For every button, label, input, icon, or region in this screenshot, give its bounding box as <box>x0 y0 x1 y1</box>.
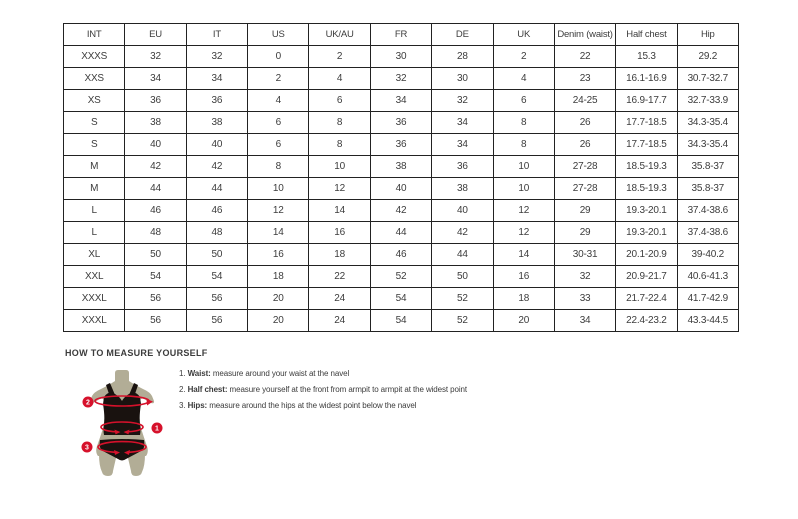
size-cell: 26 <box>554 134 615 156</box>
instruction-item <box>179 382 509 398</box>
instruction-label: Waist: <box>187 369 211 378</box>
size-cell: 40 <box>432 200 493 222</box>
table-row <box>64 112 739 134</box>
size-cell: 12 <box>248 200 309 222</box>
size-cell: 23 <box>554 68 615 90</box>
instruction-item <box>179 366 509 382</box>
hips-badge-number: 3 <box>85 444 89 452</box>
size-cell: 32 <box>432 90 493 112</box>
size-cell: 32 <box>370 68 431 90</box>
size-cell: 27-28 <box>554 178 615 200</box>
header-row <box>64 24 739 46</box>
size-cell: 35.8-37 <box>677 156 738 178</box>
size-cell: 56 <box>125 310 186 332</box>
size-cell: 42 <box>432 222 493 244</box>
size-cell: 17.7-18.5 <box>616 112 677 134</box>
size-cell: 42 <box>125 156 186 178</box>
instruction-text: measure around the hips at the widest point below the navel <box>207 401 417 410</box>
size-cell: 34 <box>554 310 615 332</box>
size-cell: 14 <box>493 244 554 266</box>
size-cell: 8 <box>248 156 309 178</box>
instruction-text: measure yourself at the front from armpit to armpit at the widest point <box>227 385 467 394</box>
size-cell: S <box>64 112 125 134</box>
table-row <box>64 244 739 266</box>
column-header: UK <box>493 24 554 46</box>
size-cell: 20 <box>248 310 309 332</box>
size-cell: 10 <box>309 156 370 178</box>
size-cell: 24 <box>309 310 370 332</box>
size-cell: XXL <box>64 266 125 288</box>
size-cell: 10 <box>493 178 554 200</box>
size-cell: 50 <box>432 266 493 288</box>
measure-heading: HOW TO MEASURE YOURSELF <box>65 348 208 358</box>
size-cell: 2 <box>309 46 370 68</box>
size-cell: 18.5-19.3 <box>616 178 677 200</box>
size-cell: 19.3-20.1 <box>616 222 677 244</box>
size-cell: 6 <box>248 112 309 134</box>
instruction-number: 1. <box>179 369 188 378</box>
size-cell: 34 <box>432 112 493 134</box>
size-cell: 40 <box>370 178 431 200</box>
size-cell: M <box>64 156 125 178</box>
size-chart-table <box>63 23 739 332</box>
table-row <box>64 222 739 244</box>
size-cell: 32 <box>125 46 186 68</box>
table-row <box>64 156 739 178</box>
instruction-label: Hips: <box>187 401 208 410</box>
size-cell: 18 <box>493 288 554 310</box>
table-row <box>64 178 739 200</box>
size-cell: 22.4-23.2 <box>616 310 677 332</box>
table-row <box>64 200 739 222</box>
size-cell: 4 <box>248 90 309 112</box>
size-cell: 8 <box>493 112 554 134</box>
size-cell: 36 <box>186 90 247 112</box>
size-cell: 48 <box>125 222 186 244</box>
size-cell: 8 <box>309 134 370 156</box>
size-cell: L <box>64 200 125 222</box>
size-cell: 42 <box>370 200 431 222</box>
instruction-label: Half chest: <box>187 385 228 394</box>
size-cell: 22 <box>554 46 615 68</box>
size-cell: XL <box>64 244 125 266</box>
column-header: INT <box>64 24 125 46</box>
size-cell: 48 <box>186 222 247 244</box>
chest-badge-number: 2 <box>86 399 90 407</box>
size-cell: 20 <box>248 288 309 310</box>
size-cell: M <box>64 178 125 200</box>
size-cell: 34 <box>370 90 431 112</box>
size-cell: 44 <box>125 178 186 200</box>
size-cell: 38 <box>125 112 186 134</box>
size-cell: 6 <box>309 90 370 112</box>
size-cell: 32.7-33.9 <box>677 90 738 112</box>
size-cell: 46 <box>125 200 186 222</box>
size-cell: 42 <box>186 156 247 178</box>
table-row <box>64 310 739 332</box>
size-cell: 12 <box>493 222 554 244</box>
size-cell: 2 <box>493 46 554 68</box>
size-cell: 16 <box>248 244 309 266</box>
size-cell: 17.7-18.5 <box>616 134 677 156</box>
size-cell: 14 <box>248 222 309 244</box>
column-header: DE <box>432 24 493 46</box>
size-cell: XXS <box>64 68 125 90</box>
size-cell: 30 <box>370 46 431 68</box>
size-cell: 54 <box>125 266 186 288</box>
size-cell: 44 <box>186 178 247 200</box>
size-cell: 54 <box>370 288 431 310</box>
table-row <box>64 288 739 310</box>
size-cell: 46 <box>370 244 431 266</box>
size-cell: 20.1-20.9 <box>616 244 677 266</box>
size-cell: 16 <box>493 266 554 288</box>
size-cell: 2 <box>248 68 309 90</box>
size-cell: 56 <box>186 310 247 332</box>
size-cell: 34.3-35.4 <box>677 134 738 156</box>
column-header: FR <box>370 24 431 46</box>
size-cell: 19.3-20.1 <box>616 200 677 222</box>
size-cell: 30-31 <box>554 244 615 266</box>
size-cell: 24-25 <box>554 90 615 112</box>
table-row <box>64 266 739 288</box>
size-cell: 8 <box>309 112 370 134</box>
measurement-diagram <box>81 368 165 480</box>
size-cell: 14 <box>309 200 370 222</box>
size-cell: 27-28 <box>554 156 615 178</box>
size-cell: 22 <box>309 266 370 288</box>
size-cell: 50 <box>125 244 186 266</box>
size-cell: 54 <box>186 266 247 288</box>
size-cell: 40 <box>186 134 247 156</box>
size-cell: 34 <box>186 68 247 90</box>
size-cell: 34 <box>125 68 186 90</box>
size-cell: 12 <box>493 200 554 222</box>
table-row <box>64 90 739 112</box>
size-cell: S <box>64 134 125 156</box>
size-cell: 38 <box>432 178 493 200</box>
size-cell: 40 <box>125 134 186 156</box>
size-cell: 36 <box>370 112 431 134</box>
size-cell: 54 <box>370 310 431 332</box>
instructions-list <box>179 366 509 414</box>
size-cell: 52 <box>370 266 431 288</box>
size-cell: 52 <box>432 288 493 310</box>
size-cell: 21.7-22.4 <box>616 288 677 310</box>
size-cell: 52 <box>432 310 493 332</box>
size-cell: 10 <box>248 178 309 200</box>
size-cell: 38 <box>370 156 431 178</box>
size-cell: 36 <box>432 156 493 178</box>
size-cell: 16.1-16.9 <box>616 68 677 90</box>
size-cell: 18 <box>248 266 309 288</box>
table-row <box>64 46 739 68</box>
instruction-text: measure around your waist at the navel <box>210 369 350 378</box>
size-cell: 20 <box>493 310 554 332</box>
size-cell: 36 <box>125 90 186 112</box>
size-cell: 35.8-37 <box>677 178 738 200</box>
size-cell: 36 <box>370 134 431 156</box>
size-cell: 6 <box>248 134 309 156</box>
size-cell: 44 <box>432 244 493 266</box>
size-cell: 32 <box>554 266 615 288</box>
size-cell: 18 <box>309 244 370 266</box>
size-cell: 37.4-38.6 <box>677 222 738 244</box>
size-cell: 40.6-41.3 <box>677 266 738 288</box>
size-cell: 56 <box>125 288 186 310</box>
table-row <box>64 134 739 156</box>
size-cell: 28 <box>432 46 493 68</box>
size-cell: 12 <box>309 178 370 200</box>
size-cell: 39-40.2 <box>677 244 738 266</box>
size-cell: L <box>64 222 125 244</box>
size-cell: 37.4-38.6 <box>677 200 738 222</box>
size-cell: 4 <box>309 68 370 90</box>
size-cell: 0 <box>248 46 309 68</box>
instruction-item <box>179 398 509 414</box>
instruction-number: 3. <box>179 401 188 410</box>
size-cell: 30.7-32.7 <box>677 68 738 90</box>
column-header: Hip <box>677 24 738 46</box>
size-cell: XS <box>64 90 125 112</box>
size-cell: 44 <box>370 222 431 244</box>
size-cell: 15.3 <box>616 46 677 68</box>
size-cell: XXXL <box>64 310 125 332</box>
size-cell: XXXS <box>64 46 125 68</box>
column-header: Denim (waist) <box>554 24 615 46</box>
size-cell: 50 <box>186 244 247 266</box>
size-cell: 29 <box>554 222 615 244</box>
size-cell: 34 <box>432 134 493 156</box>
mannequin-figure <box>90 370 154 476</box>
table-row <box>64 68 739 90</box>
column-header: Half chest <box>616 24 677 46</box>
size-cell: 29 <box>554 200 615 222</box>
size-cell: 32 <box>186 46 247 68</box>
size-cell: 26 <box>554 112 615 134</box>
size-cell: 10 <box>493 156 554 178</box>
size-cell: 30 <box>432 68 493 90</box>
size-cell: 41.7-42.9 <box>677 288 738 310</box>
waist-badge-number: 1 <box>155 425 159 433</box>
size-cell: 16 <box>309 222 370 244</box>
size-cell: 43.3-44.5 <box>677 310 738 332</box>
column-header: IT <box>186 24 247 46</box>
table-body <box>64 46 739 332</box>
size-cell: XXXL <box>64 288 125 310</box>
instruction-number: 2. <box>179 385 188 394</box>
size-cell: 56 <box>186 288 247 310</box>
size-cell: 18.5-19.3 <box>616 156 677 178</box>
size-cell: 29.2 <box>677 46 738 68</box>
size-cell: 33 <box>554 288 615 310</box>
size-cell: 34.3-35.4 <box>677 112 738 134</box>
column-header: EU <box>125 24 186 46</box>
size-cell: 46 <box>186 200 247 222</box>
size-cell: 20.9-21.7 <box>616 266 677 288</box>
size-cell: 6 <box>493 90 554 112</box>
size-cell: 16.9-17.7 <box>616 90 677 112</box>
size-cell: 4 <box>493 68 554 90</box>
size-cell: 24 <box>309 288 370 310</box>
size-cell: 38 <box>186 112 247 134</box>
size-cell: 8 <box>493 134 554 156</box>
column-header: UK/AU <box>309 24 370 46</box>
column-header: US <box>248 24 309 46</box>
